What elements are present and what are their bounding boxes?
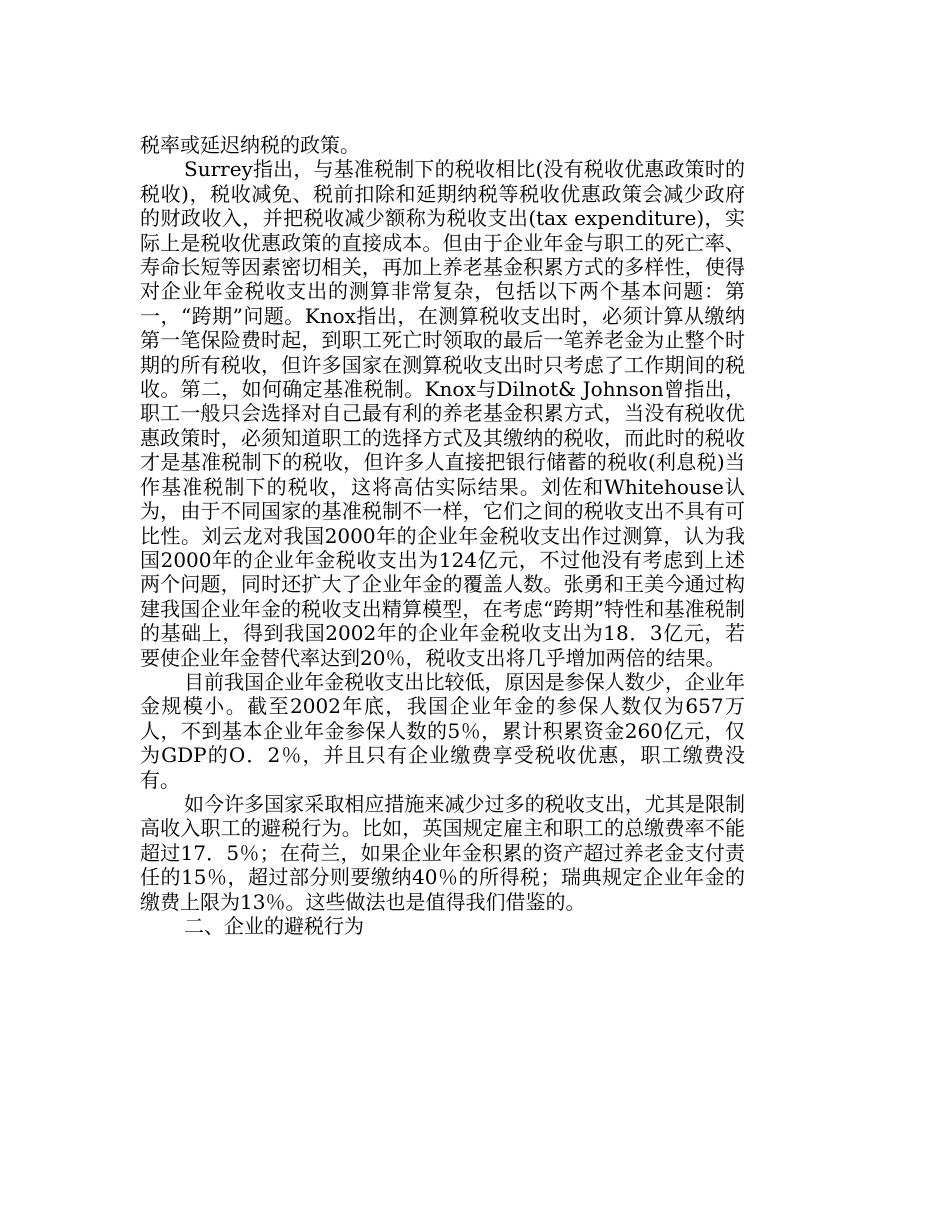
document-page bbox=[140, 133, 745, 938]
paragraph-tax-expenditure: Surrey指出，与基准税制下的税收相比(没有税收优惠政策时的税收)，税收减免、税前扣除和延期纳税等税收优惠政策会减少政府的财政收入，并把税收减少额称为税收支出(tax expenditure)，实际上是税收优惠政策的直接成本。但由于企业年金与职工的死亡率、寿命长短等因素密切相关，再加上养老基金积累方式的多样性，使得对企业年金税收支出的测算非常复杂，包括以下两个基本问题：第一，“跨期”问题。Knox指出，在测算税收支出时，必须计算从缴纳第一笔保险费时起，到职工死亡时领取的最后一笔养老金为止整个时期的所有税收，但许多国家在测算税收支出时只考虑了工作期间的税收。第二，如何确定基准税制。Knox与Dilnot& Johnson曾指出，职工一般只会选择对自己最有利的养老基金积累方式，当没有税收优惠政策时，必须知道职工的选择方式及其缴纳的税收，而此时的税收才是基准税制下的税收，但许多人直接把银行储蓄的税收(利息税)当作基准税制下的税收，这将高估实际结果。刘佐和Whitehouse认为，由于不同国家的基准税制不一样，它们之间的税收支出不具有可比性。刘云龙对我国2000年的企业年金税收支出作过测算，认为我国2000年的企业年金税收支出为124亿元，不过他没有考虑到上述两个问题，同时还扩大了企业年金的覆盖人数。张勇和王美今通过构建我国企业年金的税收支出精算模型，在考虑“跨期”特性和基准税制的基础上，得到我国2002年的企业年金税收支出为18．3亿元，若要使企业年金替代率达到20％，税收支出将几乎增加两倍的结果。 bbox=[140, 157, 745, 670]
paragraph-china-enterprise-annuity: 目前我国企业年金税收支出比较低，原因是参保人数少，企业年金规模小。截至2002年底，我国企业年金的参保人数仅为657万人，不到基本企业年金参保人数的5％，累计积累资金260亿元，仅为GDP的O．2％，并且只有企业缴费享受税收优惠，职工缴费没有。 bbox=[140, 669, 745, 792]
section-heading: 二、企业的避税行为 bbox=[184, 914, 364, 938]
paragraph-continuation: 税率或延迟纳税的政策。 bbox=[140, 133, 360, 157]
paragraph-international-measures: 如今许多国家采取相应措施来减少过多的税收支出，尤其是限制高收入职工的避税行为。比如，英国规定雇主和职工的总缴费率不能超过17．5％；在荷兰，如果企业年金积累的资产超过养老金支付责任的15％，超过部分则要缴纳40％的所得税；瑞典规定企业年金的缴费上限为13％。这些做法也是值得我们借鉴的。 bbox=[140, 791, 745, 914]
